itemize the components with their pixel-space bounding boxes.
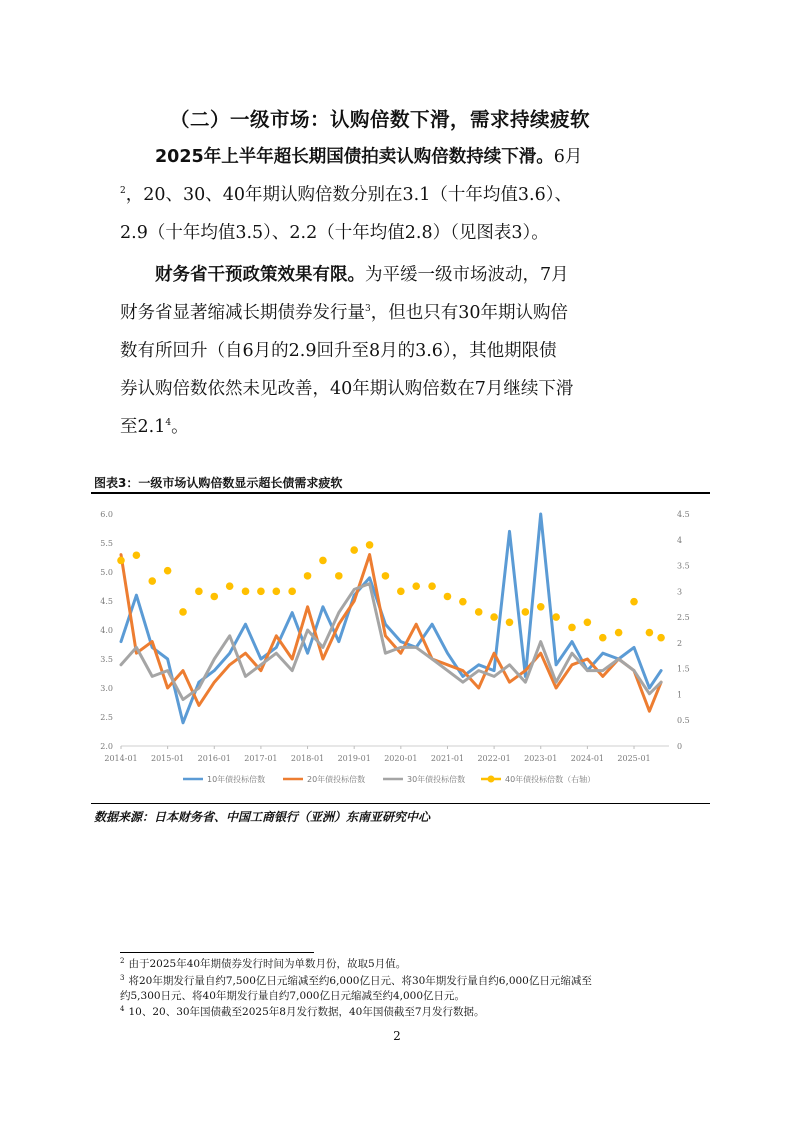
y-right-tick-label: 4 <box>677 535 683 545</box>
footnote-ref-3[interactable]: 3 <box>365 304 371 315</box>
series-40y-point <box>522 608 530 616</box>
series-40y-point <box>304 572 312 580</box>
x-tick-label: 2021-01 <box>430 754 465 763</box>
series-40y-point <box>210 593 218 601</box>
series-40y-point <box>444 593 452 601</box>
legend-label: 20年债投标倍数 <box>307 775 366 784</box>
series-40y-point <box>490 613 498 621</box>
y-left-tick-label: 4.5 <box>100 597 113 606</box>
y-left-tick-label: 4.0 <box>100 626 113 635</box>
x-tick-label: 2025-01 <box>617 754 651 763</box>
y-right-tick-label: 1 <box>677 690 683 700</box>
footnote-4 <box>120 1005 485 1020</box>
series-40y-point <box>319 557 327 565</box>
series-40y-point <box>257 588 265 596</box>
series-40y-point <box>459 598 467 606</box>
series-40y-point <box>366 541 374 549</box>
series-40y-point <box>382 572 390 580</box>
series-40y-point <box>226 582 234 590</box>
x-tick-label: 2017-01 <box>244 754 278 763</box>
series-40y-point <box>148 577 156 585</box>
y-left-tick-label: 2.0 <box>100 742 113 751</box>
figure-title: 图表3：一级市场认购倍数显示超长债需求疲软 <box>94 476 343 490</box>
y-right-tick-label: 0.5 <box>677 716 690 726</box>
series-40y-point <box>288 588 296 596</box>
x-tick-label: 2016-01 <box>197 754 231 763</box>
legend-label: 10年债投标倍数 <box>207 775 266 784</box>
footnote-ref-4[interactable]: 4 <box>165 418 172 429</box>
series-40y-point <box>552 613 560 621</box>
y-right-tick-label: 3 <box>677 587 683 597</box>
series-40y-point <box>242 588 250 596</box>
paragraph-1-line-3: 2.9（十年均值3.5）、2.2（十年均值2.8）（见图表3）。 <box>120 223 549 243</box>
y-left-tick-label: 2.5 <box>100 713 113 722</box>
paragraph-1-line-1 <box>120 138 676 176</box>
figure-bottom-rule <box>91 803 710 804</box>
x-tick-label: 2019-01 <box>337 754 371 763</box>
series-40y-point <box>164 567 172 575</box>
figure-source: 数据来源：日本财务省、中国工商银行（亚洲）东南亚研究中心 <box>94 810 431 824</box>
series-40y-point <box>412 582 420 590</box>
series-40y-point <box>599 634 607 642</box>
paragraph-2-line-3: 数有所回升（自6月的2.9回升至8月的3.6），其他期限债 <box>120 341 557 361</box>
footnote-2 <box>120 957 406 972</box>
paragraph-2-l2: 财务省显著缩减长期债券发行量 <box>120 303 365 323</box>
footnote-line: 约5,300日元、将40年期发行量自约7,000亿日元缩减至约4,000亿日元。 <box>120 990 466 1002</box>
paragraph-2 <box>120 256 676 446</box>
section-heading: （二）一级市场：认购倍数下滑，需求持续疲软 <box>170 108 591 131</box>
x-tick-label: 2024-01 <box>570 754 605 763</box>
legend-marker <box>488 776 495 783</box>
x-tick-label: 2014-01 <box>104 754 138 763</box>
series-40y-point <box>428 582 436 590</box>
footnote-3 <box>120 974 592 1004</box>
series-40y-point <box>584 618 592 626</box>
series-40y-point <box>657 634 665 642</box>
y-right-tick-label: 2.5 <box>677 613 690 623</box>
paragraph-1-line-2 <box>120 176 676 214</box>
series-40y-point <box>646 629 654 637</box>
series-40y-point <box>335 572 343 580</box>
y-left-tick-label: 3.0 <box>100 684 113 693</box>
footnote-rule <box>120 952 314 953</box>
series-40y-point <box>397 588 405 596</box>
series-40y-point <box>615 629 623 637</box>
series-40y-point <box>350 546 358 554</box>
paragraph-2-l1-tail: 为平缓一级市场波动，7月 <box>365 265 569 285</box>
y-right-tick-label: 0 <box>677 742 683 751</box>
paragraph-2-l5: 至2.1 <box>120 417 166 437</box>
series-40y-point <box>117 557 125 565</box>
x-tick-label: 2018-01 <box>290 754 325 763</box>
paragraph-1-l1-tail: 6月 <box>553 147 583 167</box>
paragraph-2-line-4: 券认购倍数依然未见改善，40年期认购倍数在7月继续下滑 <box>120 379 574 399</box>
y-left-tick-label: 6.0 <box>100 510 113 519</box>
x-tick-label: 2022-01 <box>477 754 511 763</box>
paragraph-2-line-5 <box>120 408 676 446</box>
page-number: 2 <box>393 1029 401 1043</box>
y-left-tick-label: 3.5 <box>100 655 113 664</box>
series-40y-point <box>506 618 514 626</box>
paragraph-1 <box>120 138 676 252</box>
footnote-line: 10、20、30年国债截至2025年8月发行数据，40年国债截至7月发行数据。 <box>128 1006 485 1018</box>
footnote-ref-2[interactable]: 2 <box>120 186 126 197</box>
x-tick-label: 2020-01 <box>384 754 418 763</box>
series-40y-point <box>630 598 638 606</box>
paragraph-2-lead: 财务省干预政策效果有限。 <box>155 265 365 285</box>
series-40y-point <box>179 608 187 616</box>
x-tick-label: 2015-01 <box>151 754 185 763</box>
footnote-marker: 3 <box>120 973 125 982</box>
series-40y-point <box>133 551 141 559</box>
legend-label: 40年债投标倍数（右轴） <box>505 775 596 784</box>
y-right-tick-label: 1.5 <box>677 664 690 674</box>
y-right-tick-label: 4.5 <box>677 510 690 519</box>
figure-top-rule <box>91 492 710 494</box>
x-tick-label: 2023-01 <box>524 754 558 763</box>
series-40y-point <box>537 603 545 611</box>
paragraph-2-l2-tail: ，但也只有30年期认购倍 <box>370 303 569 323</box>
series-40y-point <box>195 588 203 596</box>
paragraph-1-l2: ，20、30、40年期认购倍数分别在3.1（十年均值3.6）、 <box>125 185 572 205</box>
footnote-marker: 4 <box>120 1004 125 1013</box>
paragraph-2-line-1 <box>120 256 676 294</box>
bid-to-cover-chart <box>91 496 710 800</box>
footnote-line: 将20年期发行量自约7,500亿日元缩减至约6,000亿日元、将30年期发行量自约6,000亿日元缩减至 <box>128 975 592 987</box>
legend-label: 30年债投标倍数 <box>407 775 466 784</box>
series-40y-point <box>568 624 576 632</box>
y-right-tick-label: 3.5 <box>677 561 690 571</box>
paragraph-1-lead: 2025年上半年超长期国债拍卖认购倍数持续下滑。 <box>155 147 554 167</box>
y-left-tick-label: 5.5 <box>100 539 113 548</box>
paragraph-2-line-2 <box>120 294 676 332</box>
footnote-line: 由于2025年40年期债券发行时间为单数月份，故取5月值。 <box>128 958 407 970</box>
series-40y-point <box>475 608 483 616</box>
paragraph-2-l5-tail: 。 <box>171 417 189 437</box>
y-right-tick-label: 2 <box>677 638 683 648</box>
series-40y-point <box>273 588 281 596</box>
y-left-tick-label: 5.0 <box>100 568 113 577</box>
footnote-marker: 2 <box>120 956 125 965</box>
